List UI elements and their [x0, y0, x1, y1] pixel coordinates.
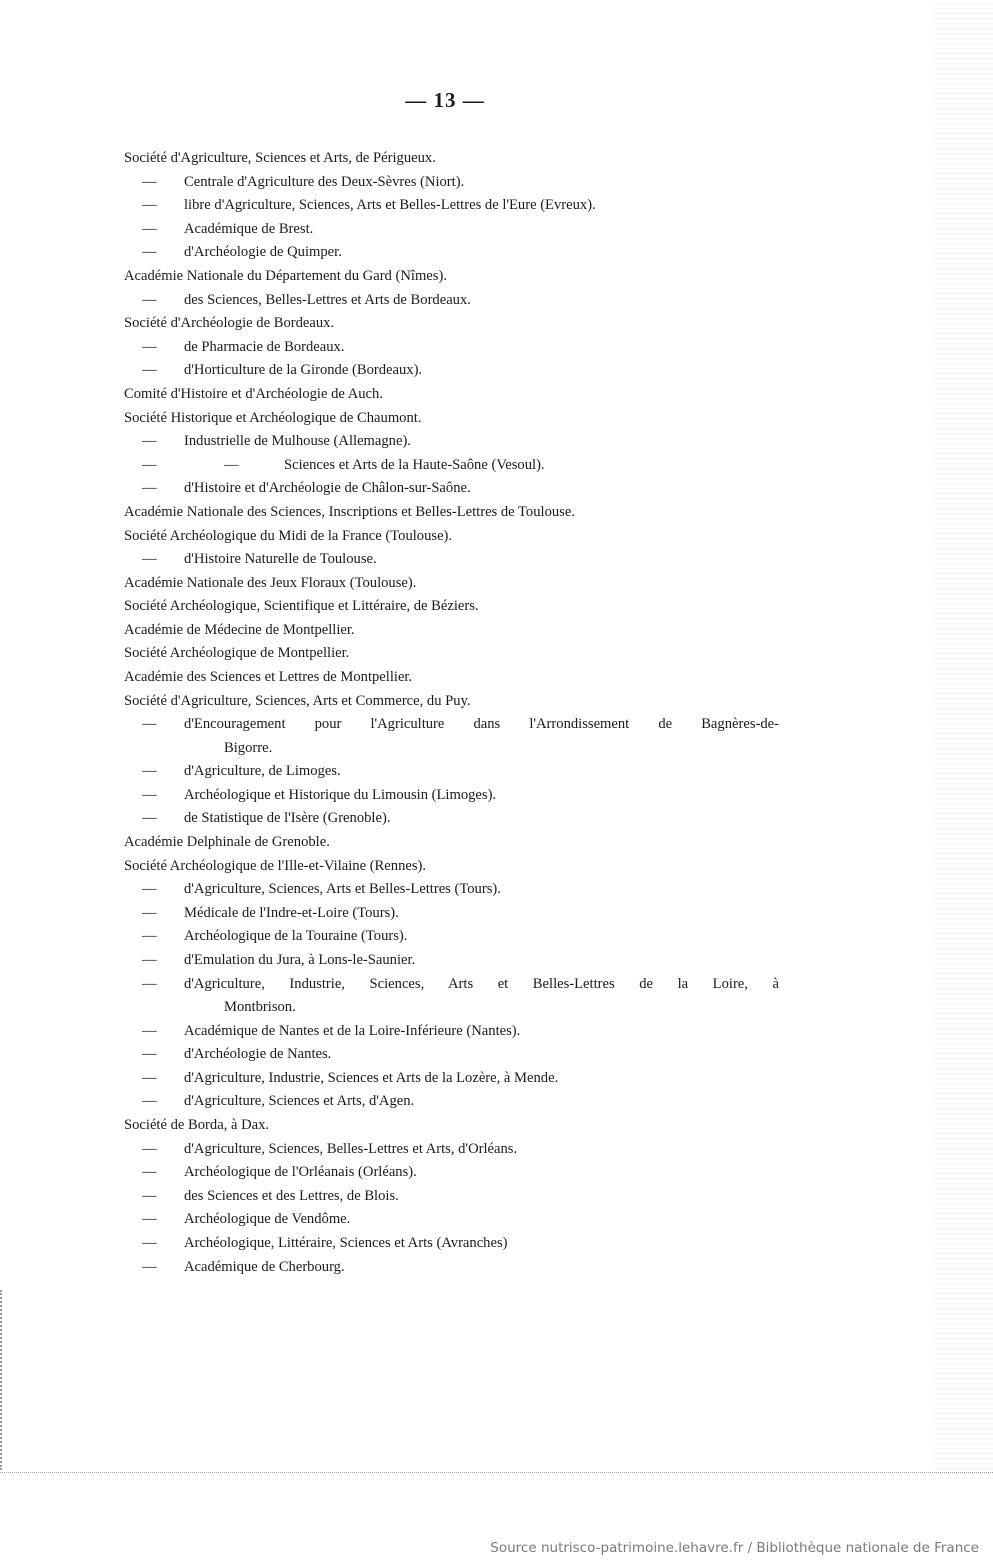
source-credit: Source nutrisco-patrimoine.lehavre.fr / Bibliothèque nationale de France: [490, 1540, 979, 1556]
list-item-sub: [124, 454, 784, 478]
entry-text: des Sciences et des Lettres, de Blois.: [184, 1187, 399, 1204]
list-item-sub: [124, 1256, 784, 1280]
list-item-main: [124, 407, 784, 431]
entry-text: de Statistique de l'Isère (Grenoble).: [184, 810, 391, 827]
ditto-dash: —: [142, 1258, 157, 1275]
entry-continuation: Montbrison.: [224, 999, 296, 1016]
list-item-sub: [124, 1208, 784, 1232]
entry-text: d'Horticulture de la Gironde (Bordeaux).: [184, 362, 423, 379]
list-item-main: [124, 595, 784, 619]
list-item-sub: [124, 1043, 784, 1067]
ditto-dash: —: [142, 1211, 157, 1228]
page-number: — 13 —: [405, 88, 485, 112]
entry-text: Académie Nationale du Département du Gard (Nîmes).: [124, 267, 447, 284]
entry-text: Médicale de l'Indre-et-Loire (Tours).: [184, 904, 399, 921]
entry-text: de Pharmacie de Bordeaux.: [184, 338, 345, 355]
list-item-main: [124, 525, 784, 549]
list-item-main: [124, 666, 784, 690]
entry-text: Comité d'Histoire et d'Archéologie de Auch.: [124, 385, 383, 402]
ditto-dash: —: [142, 881, 157, 898]
entry-text: d'Agriculture, Industrie, Sciences, Arts et Belles-Lettres de la Loire, à: [184, 975, 779, 992]
scan-edge-bottom: [0, 1472, 993, 1473]
entry-text: Industrielle de Mulhouse (Allemagne).: [184, 433, 411, 450]
list-item-sub: [124, 973, 784, 1020]
list-item-main: [124, 265, 784, 289]
entry-text: Centrale d'Agriculture des Deux-Sèvres (Niort).: [184, 173, 465, 190]
entry-text: Archéologique de l'Orléanais (Orléans).: [184, 1164, 417, 1181]
entry-text: d'Agriculture, de Limoges.: [184, 763, 341, 780]
entry-text: Société Historique et Archéologique de Chaumont.: [124, 409, 422, 426]
ditto-dash: —: [142, 904, 157, 921]
list-item-main: [124, 642, 784, 666]
entry-text: Archéologique, Littéraire, Sciences et Arts (Avranches): [184, 1234, 508, 1251]
entry-text: Sciences et Arts de la Haute-Saône (Vesoul).: [284, 456, 545, 473]
ditto-dash: —: [142, 1140, 157, 1157]
entry-text: Société d'Archéologie de Bordeaux.: [124, 315, 335, 332]
list-item-main: [124, 312, 784, 336]
list-item-sub: [124, 1067, 784, 1091]
entry-text: Société Archéologique de l'Ille-et-Vilaine (Rennes).: [124, 857, 427, 874]
entry-text: d'Agriculture, Industrie, Sciences et Arts de la Lozère, à Mende.: [184, 1069, 559, 1086]
entry-text: d'Emulation du Jura, à Lons-le-Saunier.: [184, 952, 416, 968]
list-item-main: [124, 501, 784, 525]
ditto-dash: —: [142, 1022, 157, 1039]
entry-text: d'Archéologie de Quimper.: [184, 244, 342, 261]
entry-continuation: Bigorre.: [224, 739, 273, 756]
ditto-dash: —: [142, 338, 157, 355]
list-item-sub: [124, 359, 784, 383]
entry-text: d'Archéologie de Nantes.: [184, 1046, 332, 1063]
ditto-dash: —: [142, 786, 157, 803]
ditto-dash: —: [142, 1093, 157, 1110]
list-item-sub: [124, 194, 784, 218]
scan-edge-right: [935, 0, 993, 1480]
entry-text: Académie Nationale des Jeux Floraux (Toulouse).: [124, 574, 417, 591]
list-item-sub: [124, 902, 784, 926]
list-item-sub: [124, 1020, 784, 1044]
entry-text: des Sciences, Belles-Lettres et Arts de Bordeaux.: [184, 291, 471, 308]
list-item-sub: [124, 1161, 784, 1185]
scan-edge-left: [0, 1290, 14, 1470]
list-item-sub: [124, 477, 784, 501]
entry-text: Académique de Brest.: [184, 220, 314, 237]
list-item-sub: [124, 1185, 784, 1209]
list-item-sub: [124, 430, 784, 454]
list-item-sub: [124, 878, 784, 902]
ditto-dash: —: [142, 480, 157, 497]
ditto-dash: —: [142, 456, 157, 473]
ditto-dash: —: [142, 220, 157, 237]
ditto-dash: —: [142, 1046, 157, 1063]
entry-text: Société de Borda, à Dax.: [124, 1116, 270, 1133]
entry-text: d'Histoire Naturelle de Toulouse.: [184, 551, 377, 568]
list-item-main: [124, 619, 784, 643]
ditto-dash: —: [142, 716, 157, 733]
entry-text: d'Agriculture, Sciences, Belles-Lettres et Arts, d'Orléans.: [184, 1140, 518, 1157]
ditto-dash: —: [142, 952, 157, 968]
entry-text: Académie de Médecine de Montpellier.: [124, 621, 355, 638]
list-item-sub: [124, 289, 784, 313]
ditto-dash: —: [142, 1234, 157, 1251]
list-item-sub: [124, 760, 784, 784]
list-item-sub: [124, 1090, 784, 1114]
ditto-dash: —: [142, 975, 157, 992]
list-item-sub: [124, 1138, 784, 1162]
ditto-dash: —: [142, 362, 157, 379]
entry-text: Société d'Agriculture, Sciences, Arts et Commerce, du Puy.: [124, 692, 471, 709]
ditto-dash: —: [142, 197, 157, 214]
entry-text: Académique de Nantes et de la Loire-Inférieure (Nantes).: [184, 1022, 521, 1039]
entry-text: d'Histoire et d'Archéologie de Châlon-sur-Saône.: [184, 480, 471, 497]
ditto-dash: —: [142, 173, 157, 190]
list-item-main: [124, 572, 784, 596]
entry-text: Archéologique de Vendôme.: [184, 1211, 351, 1228]
list-item-main: [124, 831, 784, 855]
list-item-sub: [124, 171, 784, 195]
ditto-dash: —: [142, 244, 157, 261]
list-item-sub: [124, 548, 784, 572]
ditto-dash: —: [142, 433, 157, 450]
entry-text: Société Archéologique du Midi de la France (Toulouse).: [124, 527, 453, 544]
entry-text: Académique de Cherbourg.: [184, 1258, 345, 1275]
ditto-dash: —: [142, 1187, 157, 1204]
list-item-main: [124, 1114, 784, 1138]
entry-text: Archéologique et Historique du Limousin (Limoges).: [184, 786, 497, 803]
entry-text: Société Archéologique de Montpellier.: [124, 645, 350, 662]
list-item-sub: [124, 1232, 784, 1256]
entry-text: Académie des Sciences et Lettres de Montpellier.: [124, 669, 413, 686]
entry-text: d'Agriculture, Sciences, Arts et Belles-Lettres (Tours).: [184, 881, 501, 898]
entry-text: Archéologique de la Touraine (Tours).: [184, 928, 408, 945]
list-item-sub: [124, 784, 784, 808]
ditto-dash: —: [142, 928, 157, 945]
list-item-sub: [124, 218, 784, 242]
entry-text: libre d'Agriculture, Sciences, Arts et Belles-Lettres de l'Eure (Evreux).: [184, 197, 596, 214]
list-item-sub: [124, 241, 784, 265]
list-item-sub: [124, 807, 784, 831]
ditto-dash: —: [142, 551, 157, 568]
list-item-main: [124, 690, 784, 714]
list-item-main: [124, 855, 784, 879]
list-item-main: [124, 147, 784, 171]
ditto-dash: —: [224, 456, 239, 473]
list-item-main: [124, 383, 784, 407]
ditto-dash: —: [142, 1164, 157, 1181]
entry-text: Société d'Agriculture, Sciences et Arts, de Périgueux.: [124, 150, 436, 166]
ditto-dash: —: [142, 1069, 157, 1086]
ditto-dash: —: [142, 763, 157, 780]
list-item-sub: [124, 949, 784, 973]
entry-text: Société Archéologique, Scientifique et Littéraire, de Béziers.: [124, 598, 479, 615]
list-item-sub: [124, 925, 784, 949]
ditto-dash: —: [142, 291, 157, 308]
society-list: [124, 147, 784, 1279]
entry-text: d'Agriculture, Sciences et Arts, d'Agen.: [184, 1093, 415, 1110]
entry-text: Académie Delphinale de Grenoble.: [124, 834, 330, 851]
list-item-sub: [124, 336, 784, 360]
ditto-dash: —: [142, 810, 157, 827]
entry-text: d'Encouragement pour l'Agriculture dans l'Arrondissement de Bagnères-de-: [184, 716, 779, 733]
list-item-sub: [124, 713, 784, 760]
entry-text: Académie Nationale des Sciences, Inscriptions et Belles-Lettres de Toulouse.: [124, 503, 575, 520]
